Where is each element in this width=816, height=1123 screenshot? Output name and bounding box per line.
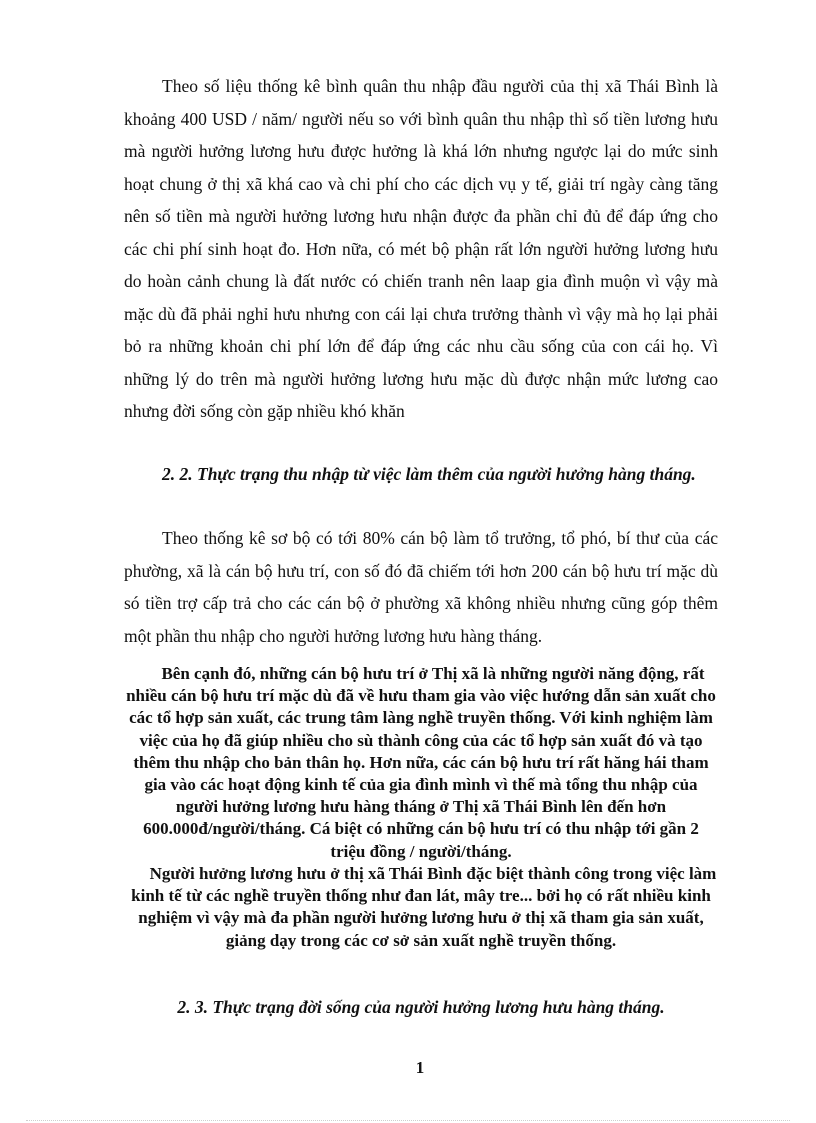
section-heading-2-3: 2. 3. Thực trạng đời sống của người hưởng lương hưu hàng tháng.: [177, 997, 665, 1017]
paragraph-traditional-crafts: Người hưởng lương hưu ở thị xã Thái Bình đặc biệt thành công trong việc làm kinh tế từ các nghề truyền thống như đan lát, mây tre... bởi họ có rất nhiều kinh nghiệm vì vậy mà đa phần người hưởng lương hưu ở thị xã tham gia sản xuất, giảng dạy trong các cơ sở sản xuất nghề truyền thống.: [131, 864, 717, 950]
section-heading-2-2: 2. 2. Thực trạng thu nhập từ việc làm thêm của người hưởng hàng tháng.: [162, 464, 696, 484]
paragraph-side-job-statistics: Theo thống kê sơ bộ có tới 80% cán bộ làm tổ trưởng, tổ phó, bí thư của các phường, xã là cán bộ hưu trí, con số đó đã chiếm tới hơn 200 cán bộ hưu trí mặc dù só tiền trợ cấp trả cho các cán bộ ở phường xã không nhiều nhưng cũng góp thêm một phần thu nhập cho người hưởng lương hưu hàng tháng.: [124, 528, 718, 646]
paragraph-retiree-activities: Bên cạnh đó, những cán bộ hưu trí ở Thị xã là những người năng động, rất nhiều cán bộ hưu trí mặc dù đã về hưu tham gia vào việc hướng dẫn sản xuất cho các tổ hợp sản xuất, các trung tâm làng nghề truyền thống. Với kinh nghiệm làm việc của họ đã giúp nhiều cho sù thành công của các tổ hợp sản xuất đó và tạo thêm thu nhập cho bản thân họ. Hơn nữa, các cán bộ hưu trí rất hăng hái tham gia vào các hoạt động kinh tế của gia đình mình vì thế mà tổng thu nhập của người hưởng lương hưu hàng tháng ở Thị xã Thái Bình lên đến hơn 600.000đ/người/tháng. Cá biệt có những cán bộ hưu trí có thu nhập tới gần 2 triệu đồng / người/tháng.: [126, 664, 716, 861]
page-number: 1: [415, 1058, 425, 1077]
paragraph-income-comparison: Theo số liệu thống kê bình quân thu nhập đầu người của thị xã Thái Bình là khoảng 400 USD / năm/ người nếu so với bình quân thu nhập thì số tiền lương hưu mà người hưởng lương hưu được hưởng là khá lớn nhưng ngược lại do mức sinh hoạt chung ở thị xã khá cao và chi phí cho các dịch vụ y tế, giải trí ngày càng tăng nên số tiền mà người hưởng lương hưu nhận được đa phần chỉ đủ để đáp ứng cho các chi phí sinh hoạt đo. Hơn nữa, có mét bộ phận rất lớn người hưởng lương hưu do hoàn cảnh chung là đất nước có chiến tranh nên laap gia đình muộn vì vậy mà mặc dù đã phải nghỉ hưu nhưng con cái lại chưa trưởng thành vì vậy mà họ lại phải bỏ ra những khoản chi phí lớn để đáp ứng các nhu cầu sống của con cái họ. Vì những lý do trên mà người hưởng lương hưu mặc dù được nhận mức lương cao nhưng đời sống còn gặp nhiều khó khăn: [124, 76, 718, 421]
page-bottom-divider: [26, 1120, 790, 1121]
